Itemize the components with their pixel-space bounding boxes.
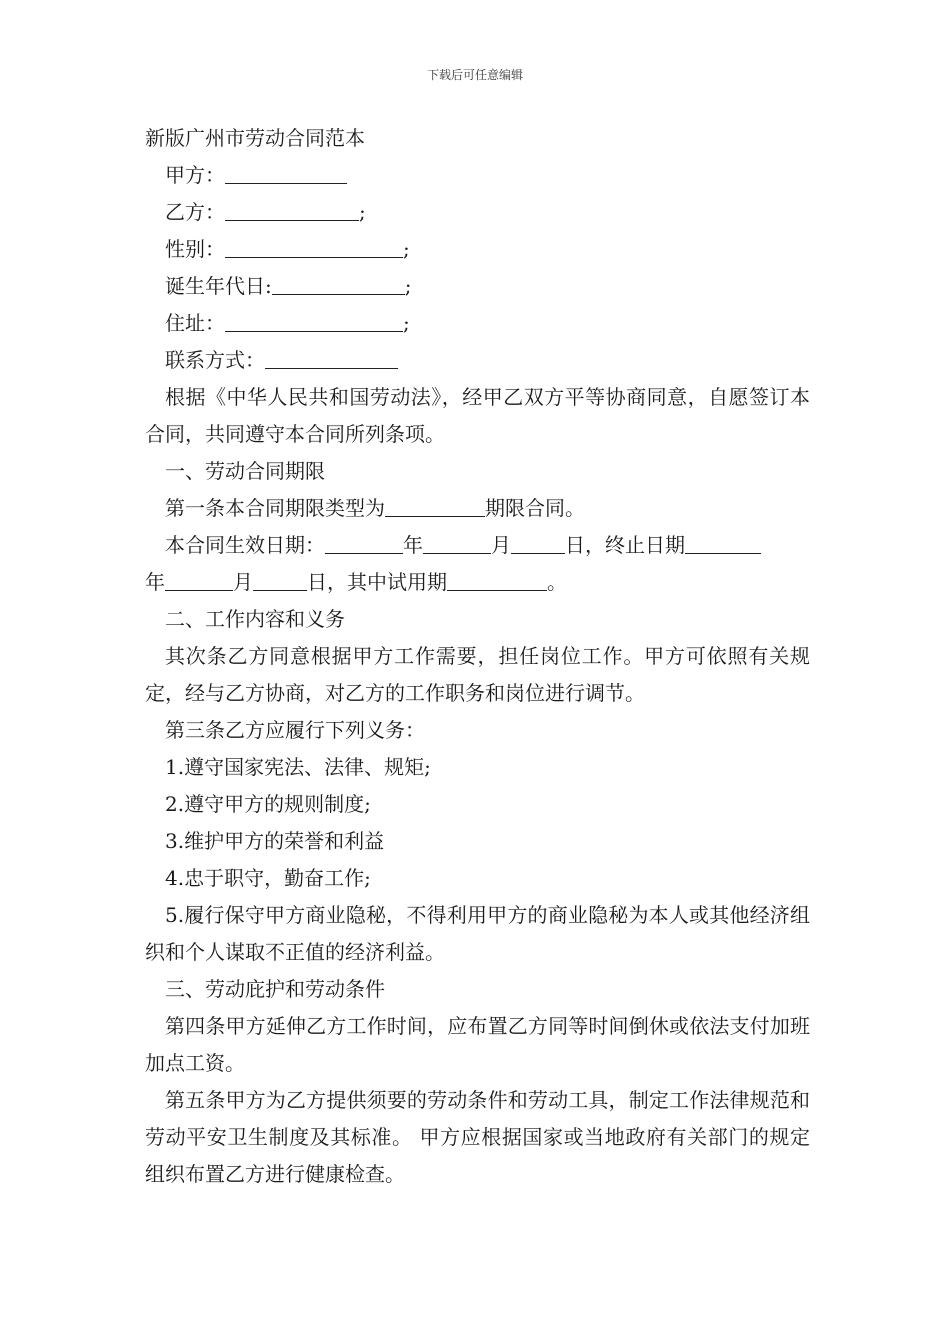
intro-paragraph: 根据《中华人民共和国劳动法》，经甲乙双方平等协商同意，自愿签订本合同，共同遵守本合同所列条项。 <box>145 385 810 446</box>
year-label: 年 <box>403 533 423 557</box>
party-a-blank[interactable] <box>225 161 347 184</box>
month-label: 月 <box>233 570 253 594</box>
field-contact <box>145 342 810 379</box>
effective-date-label: 本合同生效日期： <box>165 533 325 557</box>
article-3: 第三条乙方应履行下列义务： <box>165 718 425 742</box>
section-heading-1: 一、劳动合同期限 <box>165 459 325 483</box>
field-address <box>145 305 810 342</box>
section-heading-2: 二、工作内容和义务 <box>165 607 345 631</box>
separator: ; <box>359 200 366 224</box>
article-1 <box>145 490 810 527</box>
field-birth <box>145 268 810 305</box>
field-label: 性别： <box>165 237 225 261</box>
separator: ; <box>403 311 410 335</box>
start-day-blank[interactable] <box>511 531 565 554</box>
start-year-blank[interactable] <box>325 531 403 554</box>
end-month-blank[interactable] <box>165 568 233 591</box>
month-label: 月 <box>491 533 511 557</box>
contract-body <box>145 120 810 1193</box>
article-1-suffix: 期限合同。 <box>485 496 585 520</box>
end-date-label: ，终止日期 <box>585 533 685 557</box>
duty-item-3: 3.维护甲方的荣誉和利益 <box>165 829 385 853</box>
end-year-blank-a[interactable] <box>685 531 761 554</box>
day-label: 日 <box>565 533 585 557</box>
field-label: 住址： <box>165 311 225 335</box>
birth-blank[interactable] <box>272 272 405 295</box>
article-4: 第四条甲方延伸乙方工作时间，应布置乙方同等时间倒休或依法支付加班加点工资。 <box>145 1014 810 1075</box>
contract-type-blank[interactable] <box>385 494 485 517</box>
period-mark: 。 <box>547 570 567 594</box>
address-blank[interactable] <box>225 309 403 332</box>
day-label: 日 <box>307 570 327 594</box>
end-date-line <box>145 564 810 601</box>
separator: ; <box>403 237 410 261</box>
field-label: 甲方： <box>165 163 225 187</box>
contact-blank[interactable] <box>265 346 398 369</box>
duty-item-1: 1.遵守国家宪法、法律、规矩; <box>165 755 431 779</box>
field-label: 联系方式： <box>165 348 265 372</box>
field-label: 乙方： <box>165 200 225 224</box>
duty-item-2: 2.遵守甲方的规则制度; <box>165 792 371 816</box>
start-month-blank[interactable] <box>423 531 491 554</box>
article-5: 第五条甲方为乙方提供须要的劳动条件和劳动工具，制定工作法律规范和劳动平安卫生制度及其标准。 甲方应根据国家或当地政府有关部门的规定组织布置乙方进行健康检查。 <box>145 1088 810 1186</box>
contract-title: 新版广州市劳动合同范本 <box>145 126 365 150</box>
article-1-text: 第一条本合同期限类型为 <box>165 496 385 520</box>
party-b-blank[interactable] <box>225 198 359 221</box>
separator: ; <box>404 274 412 298</box>
effective-date-line <box>145 527 810 564</box>
trial-period-label: ，其中试用期 <box>327 570 447 594</box>
end-day-blank[interactable] <box>253 568 307 591</box>
field-label: 诞生年代日: <box>165 274 272 298</box>
duty-item-4: 4.忠于职守，勤奋工作; <box>165 866 371 890</box>
field-party-a <box>145 157 810 194</box>
trial-period-blank[interactable] <box>447 568 547 591</box>
header-note: 下载后可任意编辑 <box>426 68 523 82</box>
field-gender <box>145 231 810 268</box>
year-label: 年 <box>145 570 165 594</box>
field-party-b <box>145 194 810 231</box>
article-2: 其次条乙方同意根据甲方工作需要，担任岗位工作。甲方可依照有关规定，经与乙方协商，对乙方的工作职务和岗位进行调节。 <box>145 644 810 705</box>
gender-blank[interactable] <box>225 235 403 258</box>
duty-item-5: 5.履行保守甲方商业隐秘，不得利用甲方的商业隐秘为本人或其他经济组织和个人谋取不正值的经济利益。 <box>145 903 810 964</box>
section-heading-3: 三、劳动庇护和劳动条件 <box>165 977 385 1001</box>
